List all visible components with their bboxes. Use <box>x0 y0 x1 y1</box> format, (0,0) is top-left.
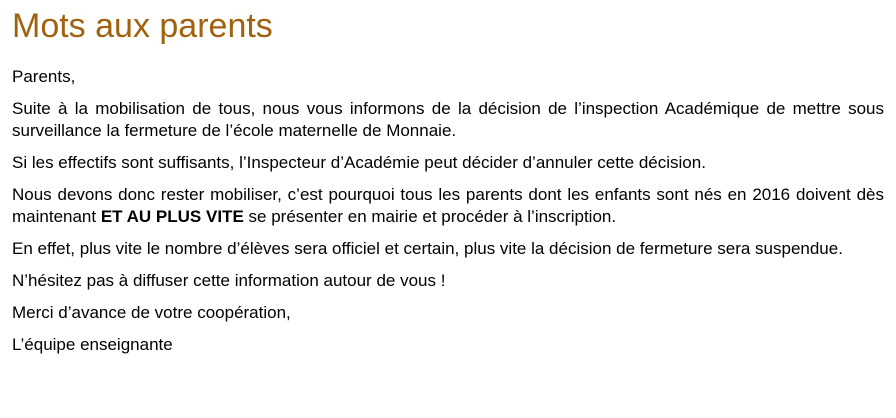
paragraph-merci: Merci d’avance de votre coopération, <box>12 303 291 322</box>
paragraph-effet: En effet, plus vite le nombre d’élèves sera officiel et certain, plus vite la décision de fermeture sera suspendue. <box>12 239 843 258</box>
page-title: Mots aux parents <box>12 7 273 45</box>
inscription-text-start: Nous devons donc rester mobiliser, c’est pourquoi tous les parents dont les enfants sont nés en 2016 doivent dès maintenant <box>12 185 884 226</box>
paragraph-effectifs: Si les effectifs sont suffisants, l’Inspecteur d’Académie peut décider d’annuler cette décision. <box>12 153 706 172</box>
signature: L’équipe enseignante <box>12 335 173 354</box>
inscription-text-end: se présenter en mairie et procéder à l’inscription. <box>243 207 617 226</box>
paragraph-mobilisation: Suite à la mobilisation de tous, nous vous informons de la décision de l’inspection Académique de mettre sous surveillance la fermeture de l’école maternelle de Monnaie. <box>12 99 884 140</box>
inscription-emphasis: ET AU PLUS VITE <box>100 207 244 226</box>
paragraph-inscription <box>12 184 884 228</box>
letter-body <box>12 66 884 356</box>
greeting: Parents, <box>12 67 76 86</box>
paragraph-diffuser: N’hésitez pas à diffuser cette information autour de vous ! <box>12 271 446 290</box>
